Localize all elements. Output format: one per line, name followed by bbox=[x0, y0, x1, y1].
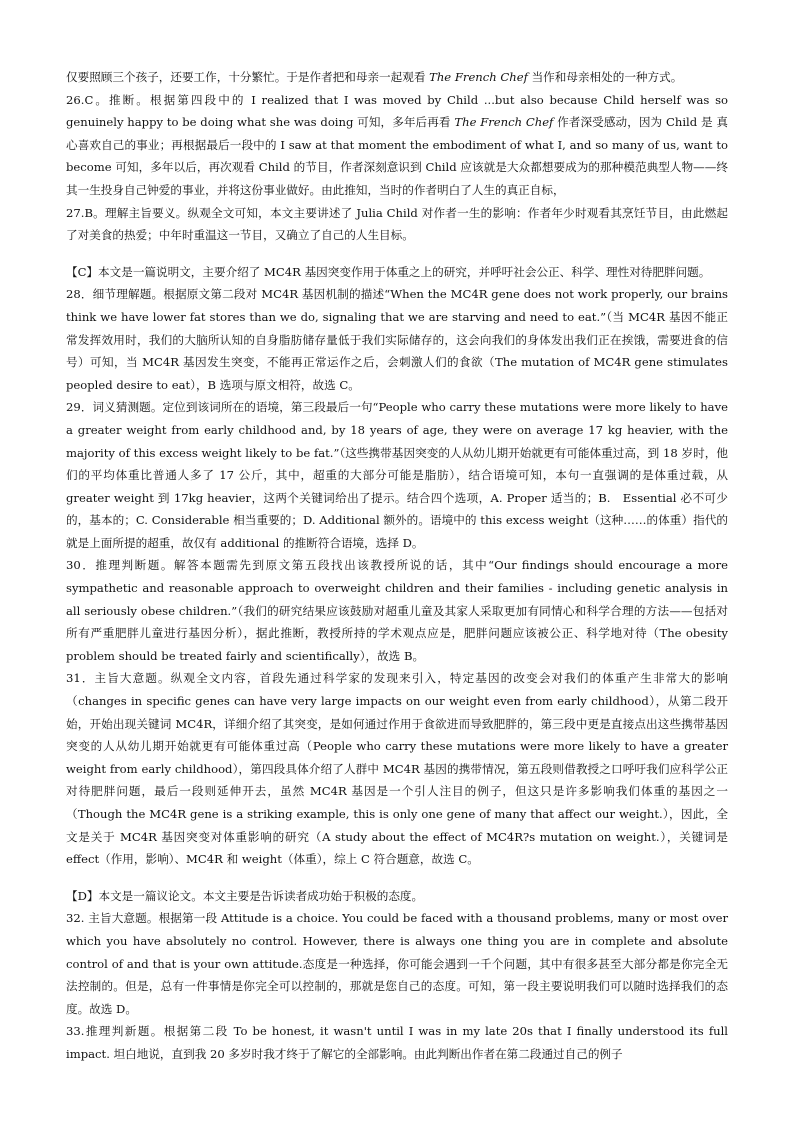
section-gap bbox=[66, 871, 728, 885]
answer-30: 30．推理判断题。解答本题需先到原文第五段找出该教授所说的话，其中“Our findings should encourage a more sympathetic and reasonable approach to overweight children and their families - including genetic analysis in all seriously obese children.”（我们的研究结果应该鼓励对超重儿童及其家人采取更加有同情心和科学合理的方法——包括对所有严重肥胖儿童进行基因分析），据此推断，教授所持的学术观点应是，肥胖问题应该被公正、科学地对待（The obesity problem should be treated fairly and scientifically），故选 B。 bbox=[66, 558, 728, 663]
answer-27: 27.B。理解主旨要义。纵观全文可知，本文主要讲述了 Julia Child 对作者一生的影响：作者年少时观看其烹饪节目，由此燃起了对美食的热爱；中年时重温这一节目，又确立了自己的人生目标。 bbox=[66, 205, 728, 243]
answer-28: 28．细节理解题。根据原文第二段对 MC4R 基因机制的描述“When the MC4R gene does not work properly, our brains think we have lower fat stores than we do, signaling that we are starving and need to eat.”（当 MC4R 基因不能正常发挥效用时，我们的大脑所认知的自身脂肪储存量低于我们实际储存的，这会向我们的身体发出我们正在挨饿，需要进食的信号）可知，当 MC4R 基因发生突变，不能再正常运作之后，会刺激人们的食欲（The mutation of MC4R gene stimulates peopled desire to eat），B 选项与原文相符，故选 C。 bbox=[66, 287, 728, 392]
answer-33: 33.推理判新题。根据第二段 To be honest, it wasn't until I was in my late 20s that I finally understood its full impact. 坦白地说，直到我 20 多岁时我才终于了解它的全部影响。由此判断出作者在第二段通过自己的例子 bbox=[66, 1024, 728, 1061]
section-c-summary: 【C】本文是一篇说明文，主要介绍了 MC4R 基因突变作用于体重之上的研究，并呼吁社会公正、科学、理性对待肥胖问题。 bbox=[66, 264, 711, 279]
section-gap bbox=[66, 247, 728, 261]
answer-31: 31．主旨大意题。纵观全文内容，首段先通过科学家的发现来引入，特定基因的改变会对我们的体重产生非常大的影响（changes in specific genes can have very large impacts on our weight even from early childhood），从第二段开始，开始出现关键词 MC4R，详细介绍了其突变，是如何通过作用于食欲进而导致肥胖的，第三段中更是直接点出这些携带基因突变的人从幼儿期开始就更有可能体重过高（People who carry these mutations were more likely to have a greater weight from early childhood），第四段具体介绍了人群中 MC4R 基因的携带情况，第五段则借教授之口呼吁我们应科学公正对待肥胖问题，最后一段则延伸开去，虽然 MC4R 基因是一个引人注目的例子，但这只是许多影响我们体重的基因之一（Though the MC4R gene is a striking example, this is only one gene of many that affect our weight.），因此，全文是关于 MC4R 基因突变对体重影响的研究（A study about the effect of MC4R?s mutation on weight.），关键词是 effect（作用，影响）、MC4R 和 weight（体重），综上 C 符合题意，故选 C。 bbox=[66, 671, 728, 867]
answer-32: 32. 主旨大意题。根据第一段 Attitude is a choice. You could be faced with a thousand problems, many or most over which you have absolutely no control. However, there is always one thing you are in complete and absolute control of and that is your own attitude.态度是一种选择，你可能会遇到一千个问题，其中有很多甚至大部分都是你完全无法控制的。但是，总有一件事情是你完全可以控制的，那就是您自己的态度。可知，第一段主要说明我们可以随时选择我们的态度。故选 D。 bbox=[66, 911, 728, 1016]
show-title: The French Chef bbox=[429, 70, 528, 84]
paragraph-intro: 仅要照顾三个孩子，还要工作，十分繁忙。于是作者把和母亲一起观看 The French Chef 当作和母亲相处的一种方式。 bbox=[66, 70, 683, 84]
show-title: The French Chef bbox=[454, 115, 554, 130]
section-d-summary: 【D】本文是一篇议论文。本文主要是告诉读者成功始于积极的态度。 bbox=[66, 888, 424, 903]
answer-29: 29．词义猜测题。定位到该词所在的语境，第三段最后一句“People who carry these mutations were more likely to have a greater weight from early childhood and, by 18 years of age, they were on average 17 kg heavier, with the majority of this excess weight likely to be fat.”（这些携带基因突变的人从幼儿期开始就更有可能体重过高，到 18 岁时，他们的平均体重比普通人多了 17 公斤，其中，超重的大部分可能是脂肪），结合语境可知，本句一直强调的是体重过载，从 greater weight 到 17kg heavier，这两个关键词给出了提示。结合四个选项，A. Proper 适当的；B. Essential 必不可少的，基本的；C. Considerable 相当重要的；D. Additional 额外的。语境中的 this excess weight（这种……的体重）指代的就是上面所提的超重，故仅有 additional 的推断符合语境，选择 D。 bbox=[66, 400, 728, 550]
answer-26: 26.C。推断。根据第四段中的 I realized that I was moved by Child ...but also because Child herself was so genuinely happy to be doing what she was doing 可知，多年后再看 The French Chef 作者深受感动，因为 Child 是 真心喜欢自己的事业；再根据最后一段中的 I saw at that moment the embodiment of what I, and so many of us, want to become 可知，多年以后，再次观看 Child 的节目，作者深刻意识到 Child 应该就是大众都想要成为的那种模范典型人物——终其一生投身自己钟爱的事业，并将这份事业做好。由此推知，当时的作者明白了人生的真正自标， bbox=[66, 92, 728, 197]
document-page bbox=[66, 66, 728, 1066]
